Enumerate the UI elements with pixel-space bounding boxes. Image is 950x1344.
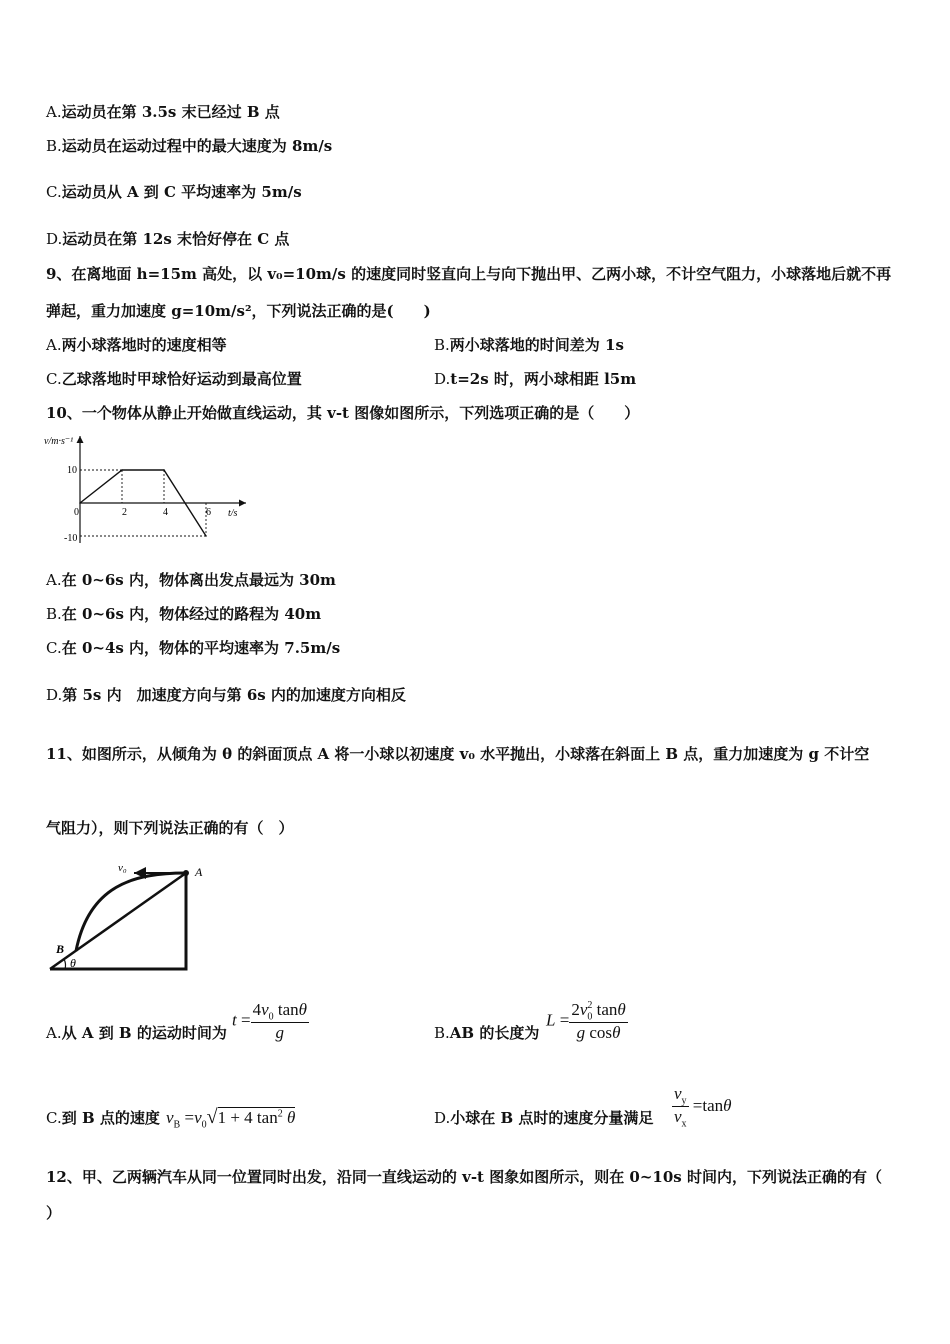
q9-stem-line2: 弹起，重力加速度 g=10m/s²，下列说法正确的是( ) <box>46 302 431 320</box>
q11-stem-line2: 气阻力），则下列说法正确的有（ ） <box>46 819 294 837</box>
vt-point <box>79 502 81 504</box>
q9-option-b: B.两小球落地的时间差为 1s <box>434 336 624 354</box>
q9-option-a: A.两小球落地时的速度相等 <box>46 336 227 354</box>
q9-option-d: D.t=2s 时，两小球相距 l5m <box>434 370 637 388</box>
q9-option-c: C.乙球落地时甲球恰好运动到最高位置 <box>46 370 302 388</box>
q10-option-c: C.在 0~4s 内，物体的平均速率为 7.5m/s <box>46 639 341 657</box>
q10-option-a: A.在 0~6s 内，物体离出发点最远为 30m <box>46 571 336 589</box>
xtick-2: 2 <box>122 507 127 518</box>
xtick-0: 0 <box>74 507 79 518</box>
q8-option-a: A.运动员在第 3.5s 末已经过 B 点 <box>46 103 280 121</box>
q10-stem: 10、一个物体从静止开始做直线运动，其 v-t 图像如图所示，下列选项正确的是（ ） <box>46 404 640 422</box>
vt-point <box>205 535 207 537</box>
point-a-label: A <box>195 865 203 879</box>
q10-option-d: D.第 5s 内 加速度方向与第 6s 内的加速度方向相反 <box>46 686 406 704</box>
q10-vt-graph <box>40 430 260 550</box>
q11-option-b: B.AB 的长度为 <box>434 1024 540 1042</box>
q11-option-b-formula: L = $\frac{2v_0^2 \tan\theta}{\text{g cosθ}}$ <box>546 1000 626 1043</box>
ytick-neg10: -10 <box>64 533 78 544</box>
q11-option-a: A.从 A 到 B 的运动时间为 <box>46 1024 227 1042</box>
q12-stem-line1: 12、甲、乙两辆汽车从同一位置同时出发，沿同一直线运动的 v-t 图象如图所示，则在 0~10s 时间内，下列说法正确的有（ <box>46 1168 882 1186</box>
ytick-10: 10 <box>67 465 77 476</box>
q8-option-d: D.运动员在第 12s 末恰好停在 C 点 <box>46 230 290 248</box>
q11-option-d-formula: $\frac{v_y}{v_x}$ =tanθ <box>674 1084 732 1130</box>
q11-option-d: D.小球在 B 点时的速度分量满足 <box>434 1109 654 1127</box>
q10-option-b: B.在 0~6s 内，物体经过的路程为 40m <box>46 605 322 623</box>
q11-figure <box>44 855 224 975</box>
q11-option-c: C.到 B 点的速度 <box>46 1109 160 1127</box>
q8-option-c: C.运动员从 A 到 C 平均速率为 5m/s <box>46 183 302 201</box>
v0-label: v₀ <box>118 862 127 874</box>
xtick-4: 4 <box>163 507 168 518</box>
q11-stem-line1: 11、如图所示，从倾角为 θ 的斜面顶点 A 将一小球以初速度 v₀ 水平抛出，小球落在斜面上 B 点，重力加速度为 g 不计空 <box>46 745 870 763</box>
xtick-6: 6 <box>206 507 211 518</box>
q9-stem-line1: 9、在离地面 h=15m 高处，以 v₀=10m/s 的速度同时竖直向上与向下抛出甲、乙两小球，不计空气阻力，小球落地后就不再 <box>46 265 892 283</box>
q8-option-b: B.运动员在运动过程中的最大速度为 8m/s <box>46 137 333 155</box>
vt-point <box>163 469 165 471</box>
ball-at-a <box>183 870 189 876</box>
x-axis-label: t/s <box>228 508 238 519</box>
theta-label: θ <box>70 956 76 970</box>
vt-point <box>121 469 123 471</box>
y-axis-label: v/m·s⁻¹ <box>44 436 74 447</box>
point-b-label: B <box>56 942 65 956</box>
q11-option-a-formula: t = $\frac{4v_0 \tan\theta}{g}$ <box>232 1000 308 1043</box>
q12-stem-line2: ） <box>46 1204 62 1222</box>
q11-option-c-formula: $v_B =v_0√1 + 4$ $\tan^2 \theta$ <box>166 1106 296 1131</box>
